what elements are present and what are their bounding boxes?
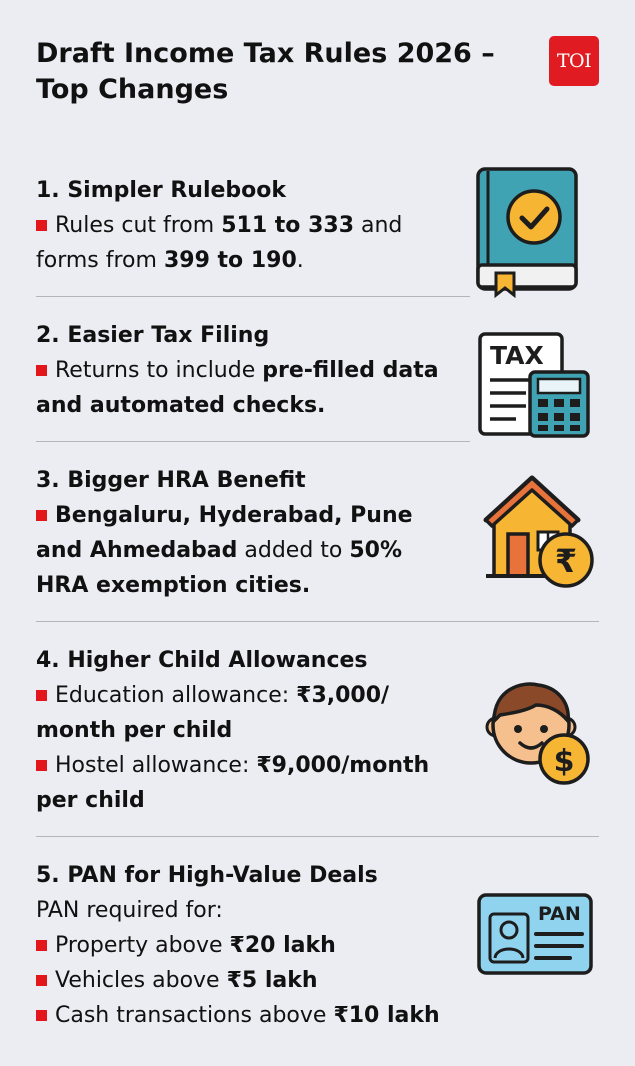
section-title: 2. Easier Tax Filing bbox=[36, 323, 270, 348]
bullet-icon bbox=[36, 220, 47, 231]
bullet-icon bbox=[36, 760, 47, 771]
text: forms from bbox=[36, 248, 164, 273]
divider bbox=[36, 441, 470, 442]
text: Education allowance: bbox=[55, 683, 297, 708]
section-line: per child bbox=[36, 788, 145, 813]
text: Hostel allowance: bbox=[55, 753, 257, 778]
section-pan-high-value-deals bbox=[36, 858, 440, 1033]
text-bold: Bengaluru, Hyderabad, Pune bbox=[55, 503, 413, 528]
text: added to bbox=[237, 538, 350, 563]
section-line bbox=[36, 963, 440, 998]
text: Cash transactions above bbox=[55, 1003, 334, 1028]
section-line bbox=[36, 533, 413, 568]
tax-label: TAX bbox=[490, 341, 544, 370]
section-higher-child-allowances bbox=[36, 643, 429, 818]
title-line-2: Top Changes bbox=[36, 74, 229, 105]
section-simpler-rulebook bbox=[36, 173, 402, 278]
pan-label: PAN bbox=[538, 903, 581, 925]
section-line bbox=[36, 353, 439, 388]
section-line: PAN required for: bbox=[36, 898, 223, 923]
section-bigger-hra-benefit bbox=[36, 463, 413, 603]
bullet-icon bbox=[36, 690, 47, 701]
text-bold: 399 to 190 bbox=[163, 248, 297, 273]
section-line bbox=[36, 208, 402, 243]
rulebook-check-icon bbox=[472, 165, 582, 300]
text-bold: 50% bbox=[349, 538, 403, 563]
tax-calculator-icon bbox=[476, 330, 592, 440]
text-bold: ₹5 lakh bbox=[226, 968, 318, 993]
section-title: 5. PAN for High-Value Deals bbox=[36, 863, 378, 888]
divider bbox=[36, 621, 599, 622]
text: Returns to include bbox=[55, 358, 263, 383]
toi-logo bbox=[549, 36, 599, 86]
divider bbox=[36, 836, 599, 837]
text-bold: ₹10 lakh bbox=[333, 1003, 440, 1028]
title-line-1: Draft Income Tax Rules 2026 – bbox=[36, 38, 495, 69]
child-dollar-icon bbox=[482, 675, 594, 787]
text: Property above bbox=[55, 933, 230, 958]
logo-text: TOI bbox=[556, 50, 592, 72]
text: . bbox=[296, 248, 304, 273]
text-bold: ₹20 lakh bbox=[229, 933, 336, 958]
bullet-icon bbox=[36, 365, 47, 376]
section-line bbox=[36, 678, 429, 713]
section-line: HRA exemption cities. bbox=[36, 573, 311, 598]
section-line bbox=[36, 243, 402, 278]
section-title: 3. Bigger HRA Benefit bbox=[36, 468, 306, 493]
section-line bbox=[36, 998, 440, 1033]
section-line bbox=[36, 928, 440, 963]
text: and bbox=[354, 213, 403, 238]
text-bold: pre-filled data bbox=[262, 358, 439, 383]
bullet-icon bbox=[36, 1010, 47, 1021]
page-title bbox=[36, 36, 536, 108]
rupee-symbol: ₹ bbox=[554, 542, 578, 580]
house-rupee-icon bbox=[476, 470, 598, 592]
bullet-icon bbox=[36, 510, 47, 521]
text-bold: and Ahmedabad bbox=[36, 538, 238, 563]
text-bold: ₹3,000/ bbox=[296, 683, 390, 708]
pan-card-icon bbox=[476, 892, 594, 976]
text: Rules cut from bbox=[55, 213, 222, 238]
text-bold: 511 to 333 bbox=[221, 213, 354, 238]
dollar-symbol: $ bbox=[553, 744, 575, 779]
divider bbox=[36, 296, 470, 297]
section-line: month per child bbox=[36, 718, 233, 743]
section-line bbox=[36, 748, 429, 783]
text: Vehicles above bbox=[55, 968, 227, 993]
section-title: 4. Higher Child Allowances bbox=[36, 648, 368, 673]
section-line bbox=[36, 498, 413, 533]
text-bold: ₹9,000/month bbox=[256, 753, 430, 778]
section-line: and automated checks. bbox=[36, 393, 326, 418]
section-title: 1. Simpler Rulebook bbox=[36, 178, 287, 203]
bullet-icon bbox=[36, 975, 47, 986]
section-easier-tax-filing bbox=[36, 318, 439, 423]
bullet-icon bbox=[36, 940, 47, 951]
